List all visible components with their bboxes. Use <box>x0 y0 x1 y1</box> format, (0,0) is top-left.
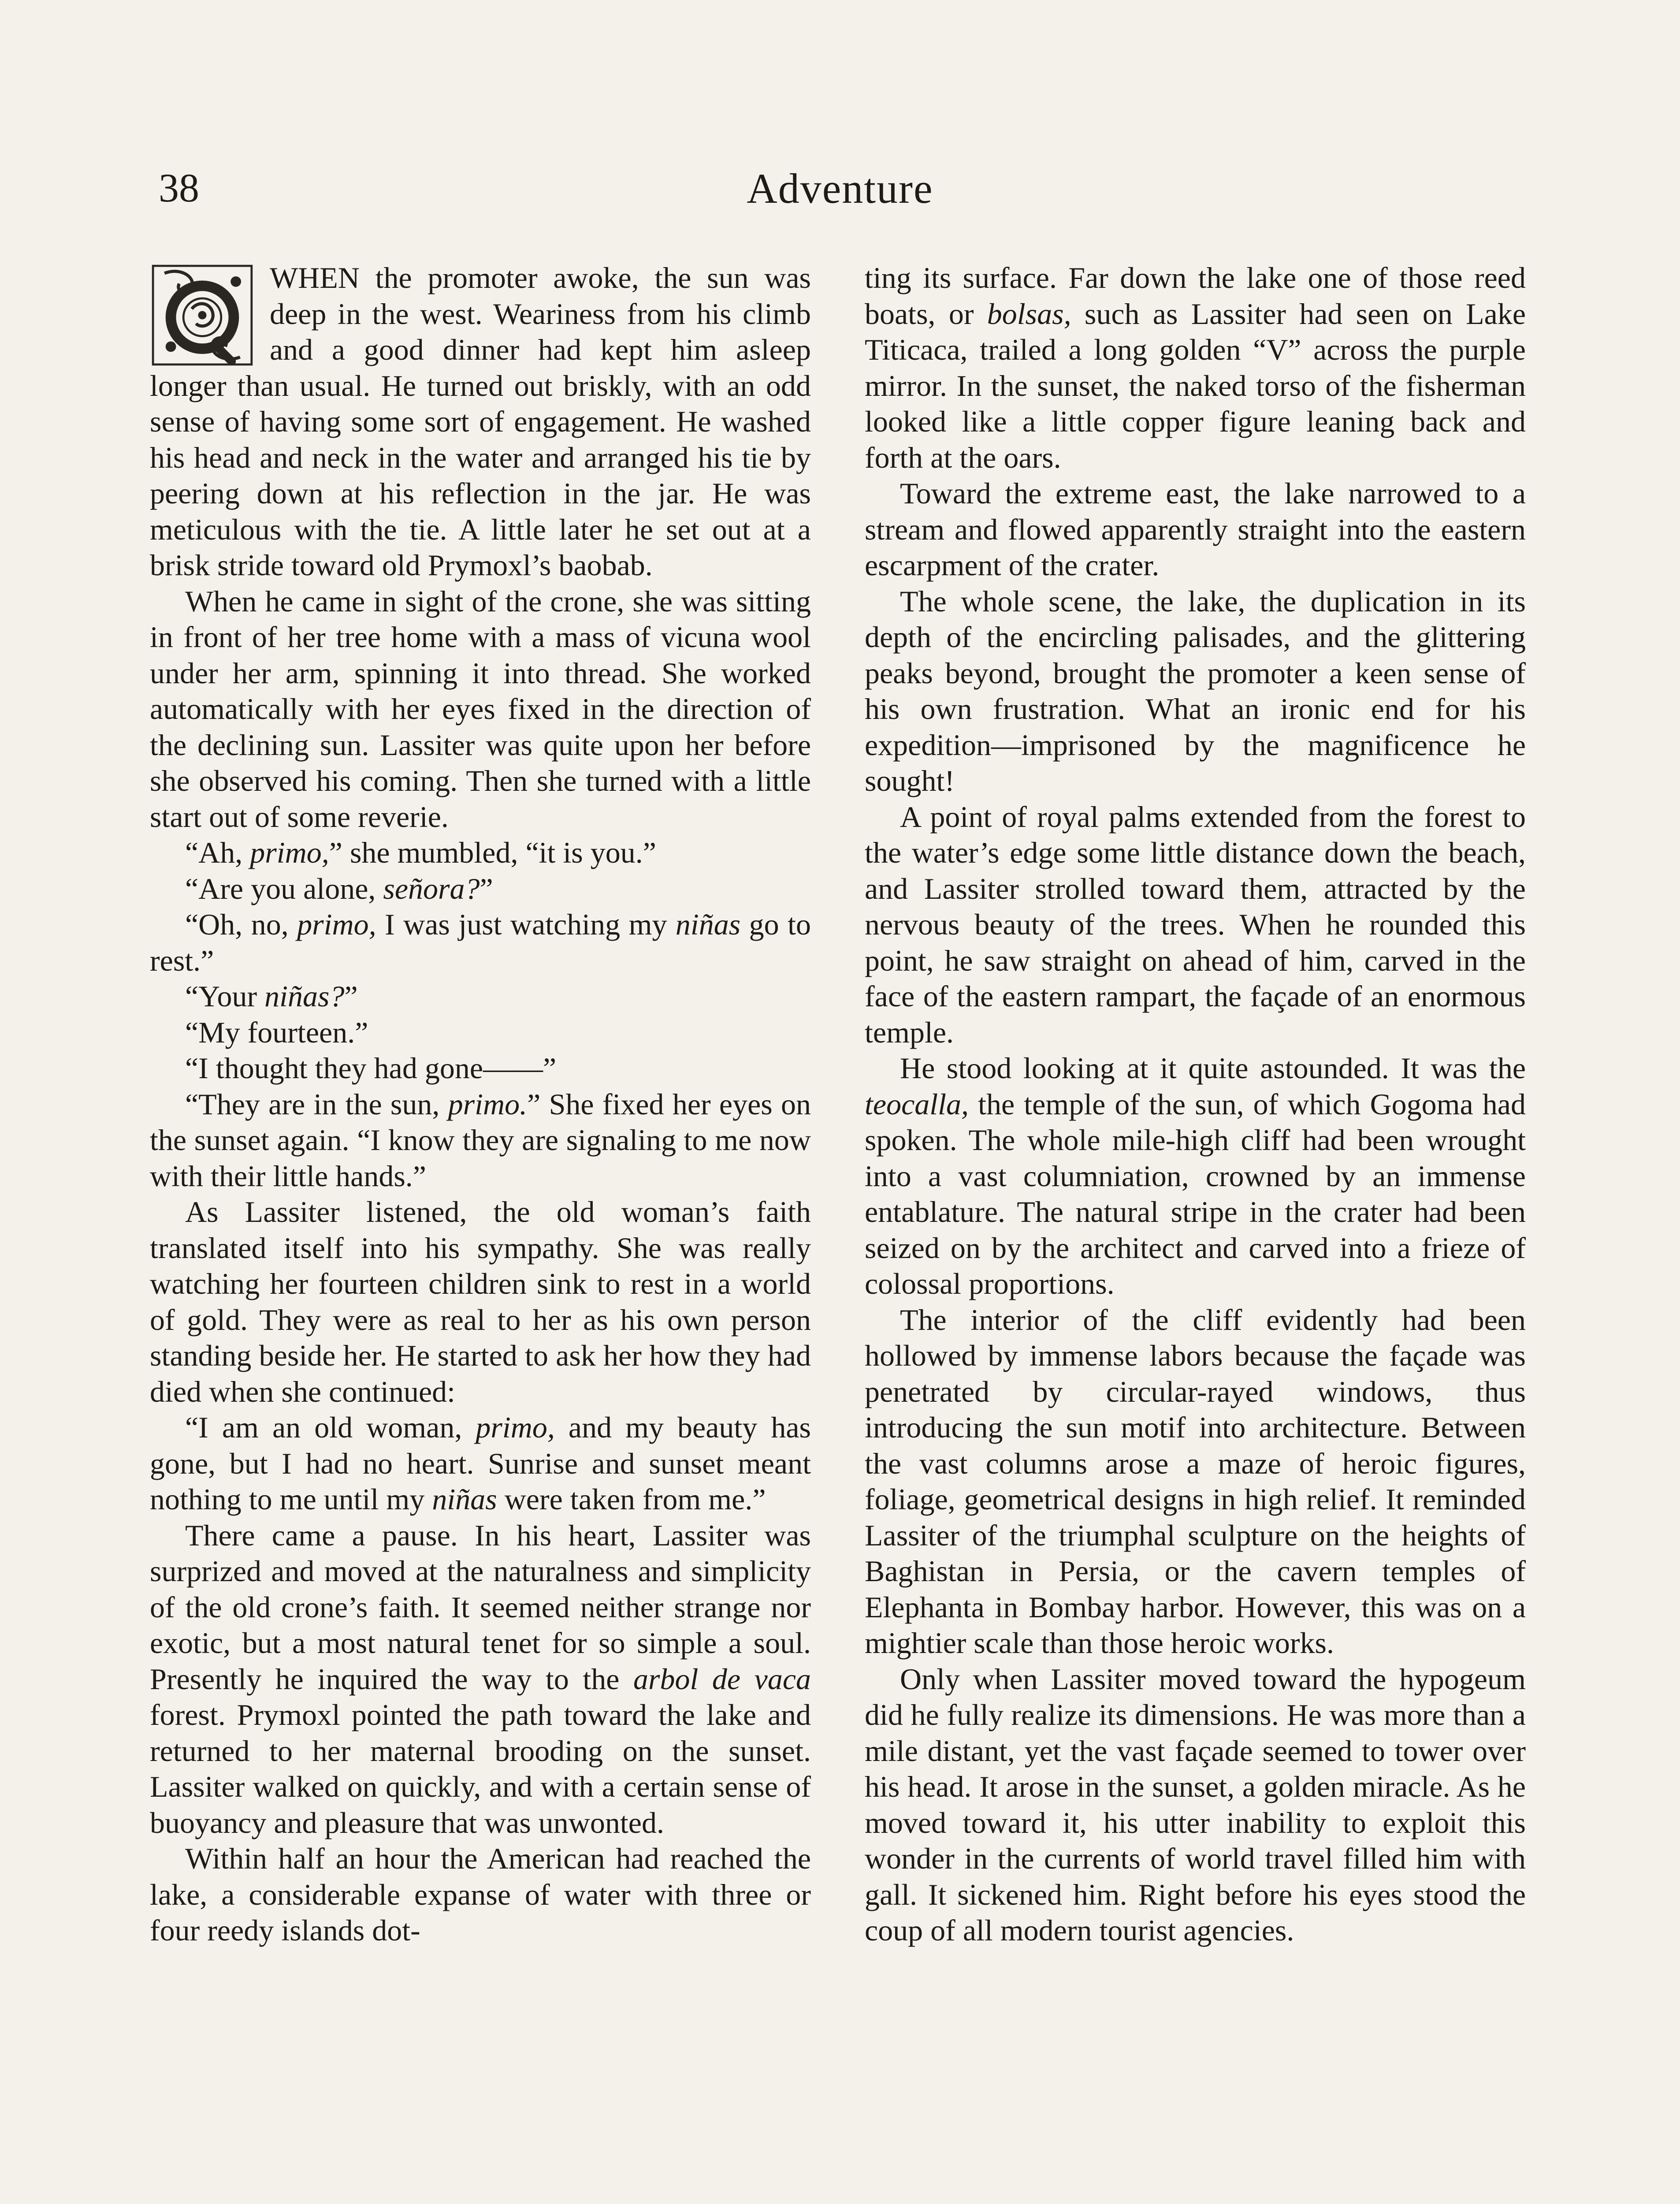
dialogue-line: “My fourteen.” <box>185 1015 368 1049</box>
paragraph: Only when Lassiter moved toward the hypogeum did he fully realize its dimensions. He was more than a mile distant, yet the vast façade seemed to tower over his head. It arose in the sunset, a golden miracle. As he moved toward it, his utter inability to exploit this wonder in the currents of world travel filled him with gall. It sickened him. Right before his eyes stood the coup of all modern tourist agencies. <box>865 1662 1526 1947</box>
dialogue-line: “Ah, primo,” she mumbled, “it is you.” <box>185 836 656 869</box>
left-column <box>150 260 811 1949</box>
paragraph: Toward the extreme east, the lake narrowed to a stream and flowed apparently straight into the eastern escarpment of the crater. <box>865 477 1526 582</box>
paragraph: When he came in sight of the crone, she was sitting in front of her tree home with a mass of vicuna wool under her arm, spinning it into thread. She worked automatically with her eyes fixed in the direction of the declining sun. Lassiter was quite upon her before she observed his coming. Then she turned with a little start out of some reverie. <box>150 584 811 834</box>
ornamental-initial-o-icon <box>150 263 255 368</box>
paragraph: The whole scene, the lake, the duplication in its depth of the encircling palisades, and the glittering peaks beyond, brought the promoter a keen sense of his own frustration. What an ironic end for his expedition—imprisoned by the magnificence he sought! <box>865 584 1526 797</box>
paragraph: A point of royal palms extended from the forest to the water’s edge some little distance down the beach, and Lassiter strolled toward them, attracted by the nervous beauty of the trees. When he rounded this point, he saw straight on ahead of him, carved in the face of the eastern rampart, the façade of an enormous temple. <box>865 800 1526 1049</box>
paragraph: Within half an hour the American had reached the lake, a considerable expanse of water with three or four reedy islands dot- <box>150 1842 811 1947</box>
paragraph: ting its surface. Far down the lake one of those reed boats, or bolsas, such as Lassiter had seen on Lake Titicaca, trailed a long golden “V” across the purple mirror. In the sunset, the naked torso of the fisherman looked like a little copper figure leaning back and forth at the oars. <box>865 261 1526 474</box>
right-column <box>865 260 1526 1949</box>
dialogue-line: “I thought they had gone——” <box>185 1051 557 1085</box>
paragraph: WHEN the promoter awoke, the sun was deep in the west. Weariness from his climb and a good dinner had kept him asleep longer than usual. He turned out briskly, with an odd sense of having some sort of engagement. He washed his head and neck in the water and arranged his tie by peering down at his reflection in the jar. He was meticulous with the tie. A little later he set out at a brisk stride toward old Prymoxl’s baobab. <box>150 261 811 582</box>
dialogue-line: “Are you alone, señora?” <box>185 871 493 905</box>
paragraph: He stood looking at it quite astounded. It was the teocalla, the temple of the sun, of which Gogoma had spoken. The whole mile-high cliff had been wrought into a vast columniation, crowned by an immense entablature. The natural stripe in the crater had been seized on by the architect and carved into a frieze of colossal proportions. <box>865 1051 1526 1300</box>
dialogue-line: “I am an old woman, primo, and my beauty has gone, but I had no heart. Sunrise and sunset meant nothing to me until my niñas were taken from me.” <box>150 1411 811 1516</box>
paragraph: There came a pause. In his heart, Lassiter was surprized and moved at the naturalness and simplicity of the old crone’s faith. It seemed neither strange nor exotic, but a most natural tenet for so simple a soul. Presently he inquired the way to the arbol de vaca forest. Prymoxl pointed the path toward the lake and returned to her maternal brooding on the sunset. Lassiter walked on quickly, and with a certain sense of buoyancy and pleasure that was unwonted. <box>150 1518 811 1839</box>
paragraph: As Lassiter listened, the old woman’s faith translated itself into his sympathy. She was really watching her fourteen children sink to rest in a world of gold. They were as real to her as his own person standing beside her. He started to ask her how they had died when she continued: <box>150 1195 811 1408</box>
running-title: Adventure <box>747 165 933 212</box>
dialogue-line: “They are in the sun, primo.” She fixed her eyes on the sunset again. “I know they are signaling to me now with their little hands.” <box>150 1087 811 1193</box>
paragraph: The interior of the cliff evidently had been hollowed by immense labors because the façade was penetrated by circular-rayed windows, thus introducing the sun motif into architecture. Between the vast columns arose a maze of heroic figures, foliage, geometrical designs in high relief. It reminded Lassiter of the triumphal sculpture on the heights of Baghistan in Persia, or the cavern temples of Elephanta in Bombay harbor. However, this was on a mightier scale than those heroic works. <box>865 1303 1526 1660</box>
page-number: 38 <box>159 165 199 210</box>
dialogue-line: “Your niñas?” <box>185 979 358 1013</box>
dialogue-line: “Oh, no, primo, I was just watching my niñas go to rest.” <box>150 908 811 977</box>
